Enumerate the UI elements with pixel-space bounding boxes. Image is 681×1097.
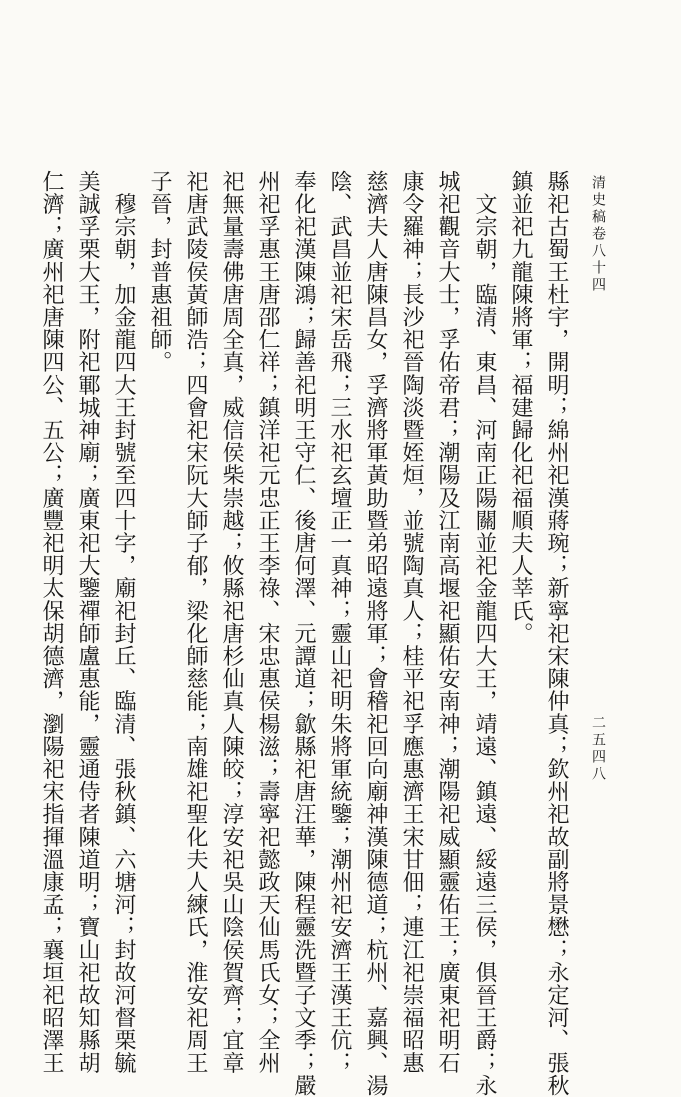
- text-column: 慈濟夫人唐陳昌女，孚濟將軍黃助暨弟昭遠將軍；會稽祀回向廟神漢陳德道；杭州、嘉興、湯: [363, 170, 388, 1097]
- text-column: 縣祀古蜀王杜宇，開明；綿州祀漢蔣琬；新寧祀宋陳仲真；欽州祀故副將景懋；永定河、張秋: [544, 170, 569, 1097]
- text-column: 城祀觀音大士，孚佑帝君；潮陽及江南高堰祀顯佑安南神；潮陽祀威顯靈佑王；廣東祀明石: [435, 170, 460, 1074]
- text-column: 祀唐武陵侯黃師浩；四會祀宋阮大師子郁，梁化師慈能；南雄祀聖化夫人練氏，淮安祀周王: [183, 170, 208, 1074]
- text-column: 祀無量壽佛唐周全真，威信侯柴崇越；攸縣祀唐杉仙真人陳皎；淳安祀吳山陰侯賀齊；宜章: [219, 170, 244, 1074]
- text-column: 仁濟；廣州祀唐陳四公、五公；廣豐祀明太保胡德濟，瀏陽祀宋指揮溫康孟；襄垣祀昭澤王: [39, 170, 64, 1074]
- text-column: 穆宗朝，加金龍四大王封號至四十字，廟祀封丘、臨清、張秋鎮、六塘河；封故河督栗毓: [111, 170, 136, 1074]
- text-column: 子晉，封普惠祖師。: [147, 170, 172, 374]
- text-column: 奉化祀漢陳鴻；歸善祀明王守仁、後唐何澤、元譚道；歙縣祀唐汪華，陳程靈洗暨子文季；嚴: [291, 170, 316, 1097]
- text-column: 文宗朝，臨清、東昌、河南正陽關並祀金龍四大王，靖遠、鎮遠、綏遠三侯，俱晉王爵；永: [472, 170, 497, 1097]
- text-column: 州祀孚惠王唐邵仁祥；鎮洋祀元忠正王李祿、宋忠惠侯楊滋；壽寧祀懿政天仙馬氏女；全州: [255, 170, 280, 1074]
- running-header-title: 清史稿卷八十四: [590, 175, 606, 294]
- text-column: 陰、武昌並祀宋岳飛；三水祀玄壇正一真神；靈山祀明朱將軍統鑒；潮州祀安濟王漢王伉；: [327, 170, 352, 1074]
- text-column: 美誠孚栗大王，附祀鄆城神廟；廣東祀大鑒禪師盧惠能，靈通侍者陳道明；寶山祀故知縣胡: [75, 170, 100, 1074]
- text-column: 康令羅神；長沙祀晉陶淡暨姪烜，並號陶真人；桂平祀孚應惠濟王宋甘佃；連江祀崇福昭惠: [399, 170, 424, 1074]
- text-column: 鎮並祀九龍陳將軍；福建歸化祀福順夫人莘氏。: [508, 170, 533, 645]
- page-number: 二五四八: [590, 715, 606, 783]
